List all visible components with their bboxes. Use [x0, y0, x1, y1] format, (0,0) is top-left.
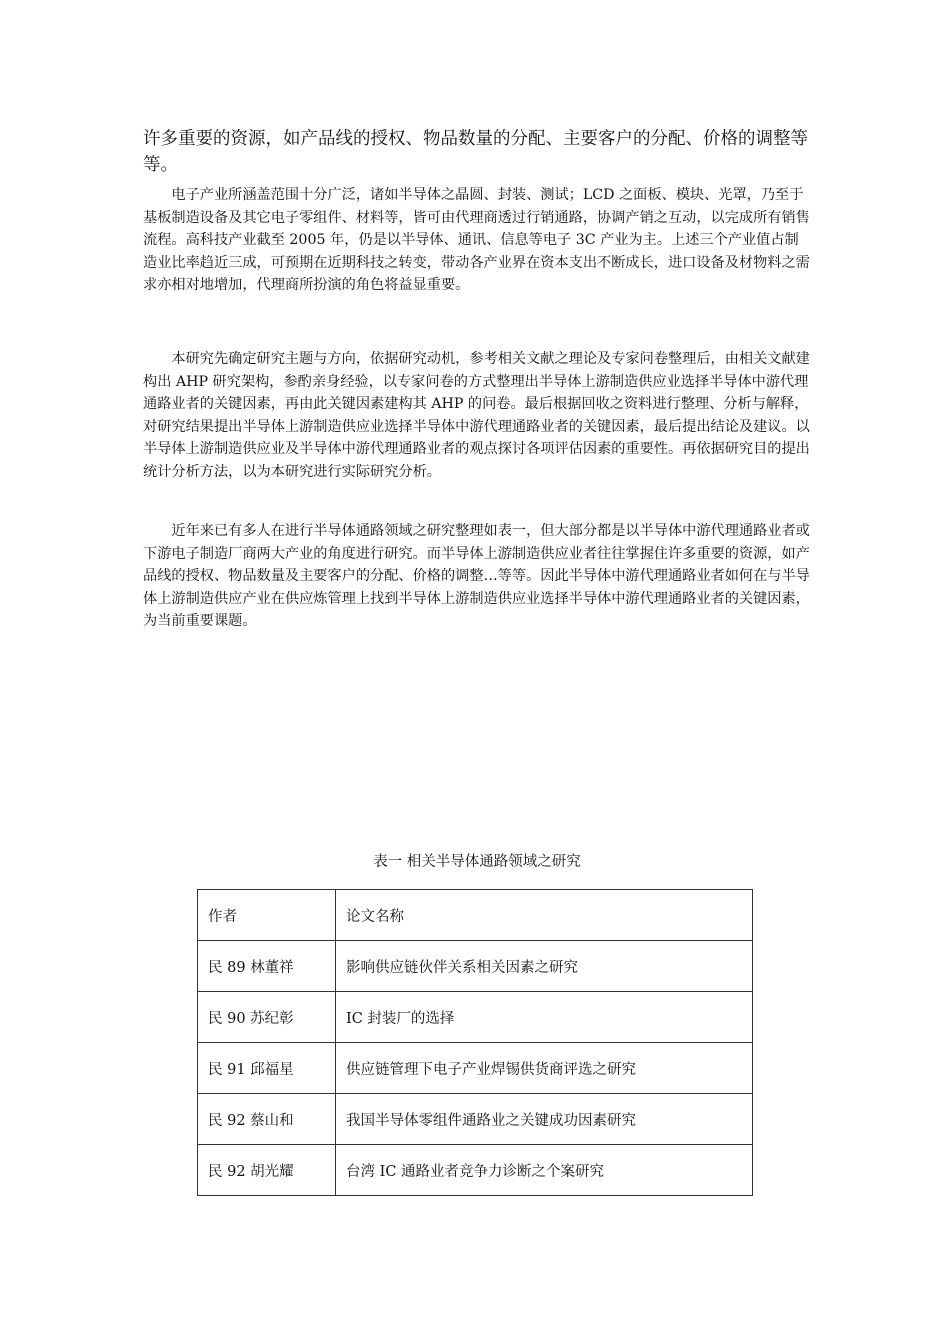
title-cell: 台湾 IC 通路业者竞争力诊断之个案研究 — [336, 1145, 753, 1196]
title-cell: IC 封装厂的选择 — [336, 992, 753, 1043]
table-header-row — [198, 890, 753, 941]
literature-table — [197, 889, 753, 1196]
table-caption: 表一 相关半导体通路领域之研究 — [373, 854, 581, 870]
title-cell: 供应链管理下电子产业焊锡供货商评选之研究 — [336, 1043, 753, 1094]
author-cell: 民 92 蔡山和 — [198, 1094, 336, 1145]
body-paragraph: 近年来已有多人在进行半导体通路领域之研究整理如表一，但大部分都是以半导体中游代理通路业者或下游电子制造厂商两大产业的角度进行研究。而半导体上游制造供应业者往往掌握住许多重要的资源，如产品线的授权、物品数量及主要客户的分配、价格的调整…等等。因此半导体中游代理通路业者如何在与半导体上游制造供应产业在供应炼管理上找到半导体上游制造供应业选择半导体中游代理通路业者的关键因素，为当前重要课题。 — [143, 523, 810, 630]
header-title: 论文名称 — [336, 890, 753, 941]
body-paragraph: 本研究先确定研究主题与方向，依据研究动机，参考相关文献之理论及专家问卷整理后，由相关文献建构出 AHP 研究架构，参酌亲身经验，以专家问卷的方式整理出半导体上游制造供应业选择半导体中游代理通路业者的关键因素，再由此关键因素建构其 AHP 的问卷。最后根据回收之资料进行整理、分析与解释，对研究结果提出半导体上游制造供应业选择半导体中游代理通路业者的关键因素，最后提出结论及建议。以半导体上游制造供应业及半导体中游代理通路业者的观点探讨各项评估因素的重要性。再依据研究目的提出统计分析方法，以为本研究进行实际研究分析。 — [143, 351, 810, 480]
table-row — [198, 1043, 753, 1094]
lead-paragraph: 许多重要的资源，如产品线的授权、物品数量的分配、主要客户的分配、价格的调整等等。 — [143, 129, 808, 175]
author-cell: 民 91 邱福星 — [198, 1043, 336, 1094]
table-row — [198, 992, 753, 1043]
header-author: 作者 — [198, 890, 336, 941]
table-row — [198, 1094, 753, 1145]
author-cell: 民 89 林董祥 — [198, 941, 336, 992]
title-cell: 我国半导体零组件通路业之关键成功因素研究 — [336, 1094, 753, 1145]
title-cell: 影响供应链伙伴关系相关因素之研究 — [336, 941, 753, 992]
table-row — [198, 1145, 753, 1196]
table-row — [198, 941, 753, 992]
body-paragraph: 电子产业所涵盖范围十分广泛，诸如半导体之晶圆、封装、测试；LCD 之面板、模块、光罩，乃至于基板制造设备及其它电子零组件、材料等，皆可由代理商透过行销通路，协调产销之互动，以完成所有销售流程。高科技产业截至 2005 年，仍是以半导体、通讯、信息等电子 3C 产业为主。上述三个产业值占制造业比率趋近三成，可预期在近期科技之转变，带动各产业界在资本支出不断成长，进口设备及材物料之需求亦相对地增加，代理商所扮演的角色将益显重要。 — [143, 187, 810, 294]
author-cell: 民 90 苏纪彰 — [198, 992, 336, 1043]
author-cell: 民 92 胡光耀 — [198, 1145, 336, 1196]
